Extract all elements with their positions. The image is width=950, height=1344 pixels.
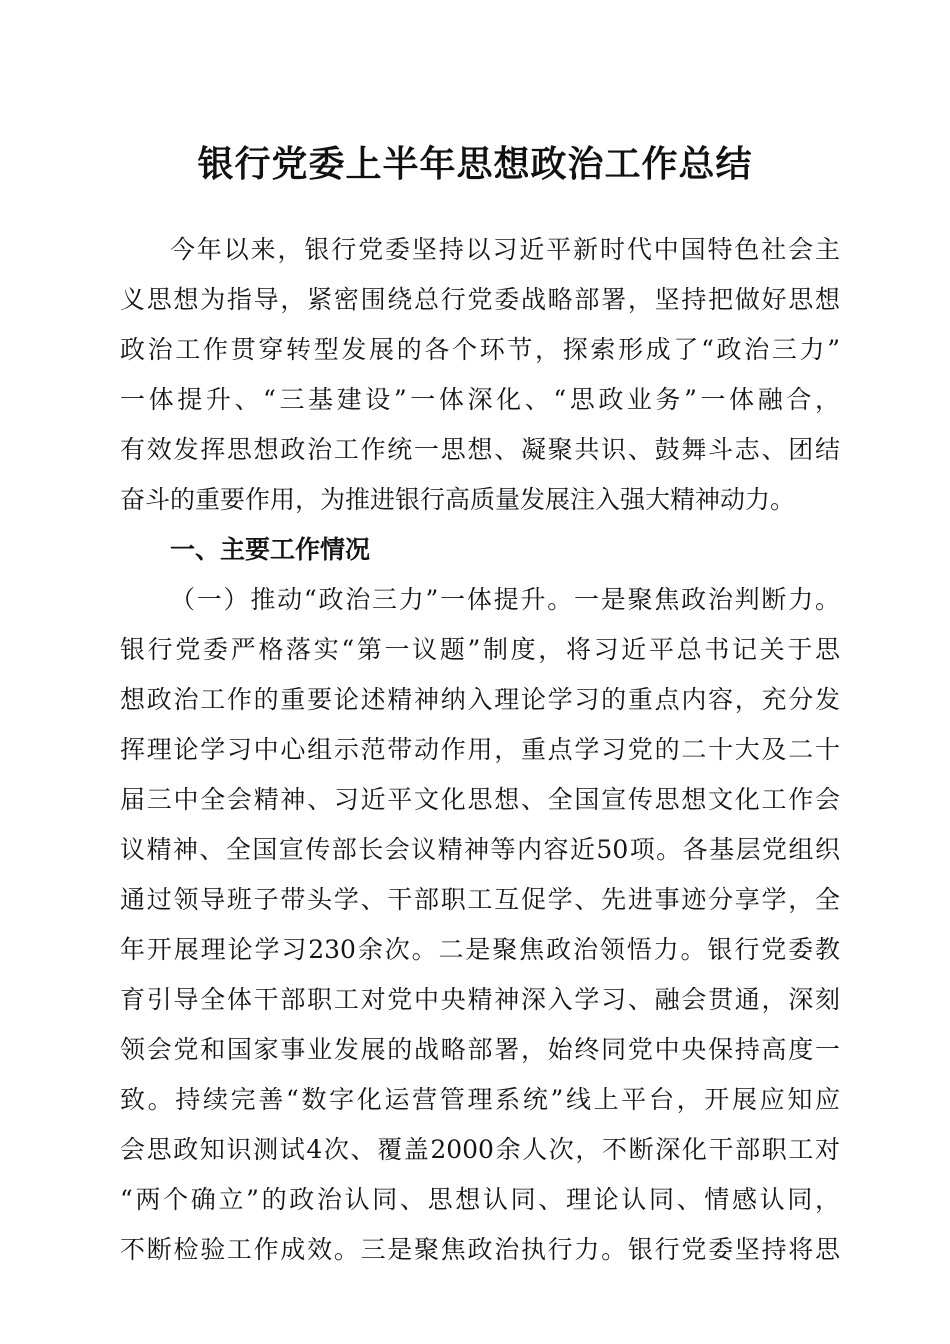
- paragraph-line: 今年以来，银行党委坚持以习近平新时代中国特色社会主: [170, 235, 840, 264]
- paragraph-line: 不断检验工作成效。三是聚焦政治执行力。银行党委坚持将思: [120, 1235, 840, 1264]
- paragraph-line: 会思政知识测试4次、覆盖2000余人次，不断深化干部职工对: [120, 1135, 840, 1164]
- paragraph-line: 议精神、全国宣传部长会议精神等内容近50项。各基层党组织: [120, 835, 840, 864]
- paragraph-line: “两个确立”的政治认同、思想认同、理论认同、情感认同，: [120, 1185, 840, 1214]
- document-title: 银行党委上半年思想政治工作总结: [197, 143, 753, 185]
- paragraph-line: 奋斗的重要作用，为推进银行高质量发展注入强大精神动力。: [120, 485, 796, 514]
- paragraph-line: 年开展理论学习230余次。二是聚焦政治领悟力。银行党委教: [120, 935, 840, 964]
- paragraph-line: （一）推动“政治三力”一体提升。一是聚焦政治判断力。: [170, 585, 840, 614]
- paragraph-line: 育引导全体干部职工对党中央精神深入学习、融会贯通，深刻: [120, 985, 840, 1014]
- paragraph-line: 一体提升、“三基建设”一体深化、“思政业务”一体融合，: [120, 385, 840, 414]
- paragraph-line: 银行党委严格落实“第一议题”制度，将习近平总书记关于思: [120, 635, 840, 664]
- paragraph-line: 义思想为指导，紧密围绕总行党委战略部署，坚持把做好思想: [120, 285, 840, 314]
- paragraph-line: 想政治工作的重要论述精神纳入理论学习的重点内容，充分发: [120, 685, 840, 714]
- paragraph-line: 届三中全会精神、习近平文化思想、全国宣传思想文化工作会: [120, 785, 840, 814]
- paragraph-line: 通过领导班子带头学、干部职工互促学、先进事迹分享学，全: [120, 885, 840, 914]
- paragraph-line: 有效发挥思想政治工作统一思想、凝聚共识、鼓舞斗志、团结: [120, 435, 840, 464]
- section-heading: 一、主要工作情况: [170, 535, 371, 564]
- paragraph-line: 政治工作贯穿转型发展的各个环节，探索形成了“政治三力”: [120, 335, 840, 364]
- paragraph-line: 领会党和国家事业发展的战略部署，始终同党中央保持高度一: [120, 1035, 840, 1064]
- paragraph-line: 挥理论学习中心组示范带动作用，重点学习党的二十大及二十: [120, 735, 840, 764]
- paragraph-line: 致。持续完善“数字化运营管理系统”线上平台，开展应知应: [120, 1085, 840, 1114]
